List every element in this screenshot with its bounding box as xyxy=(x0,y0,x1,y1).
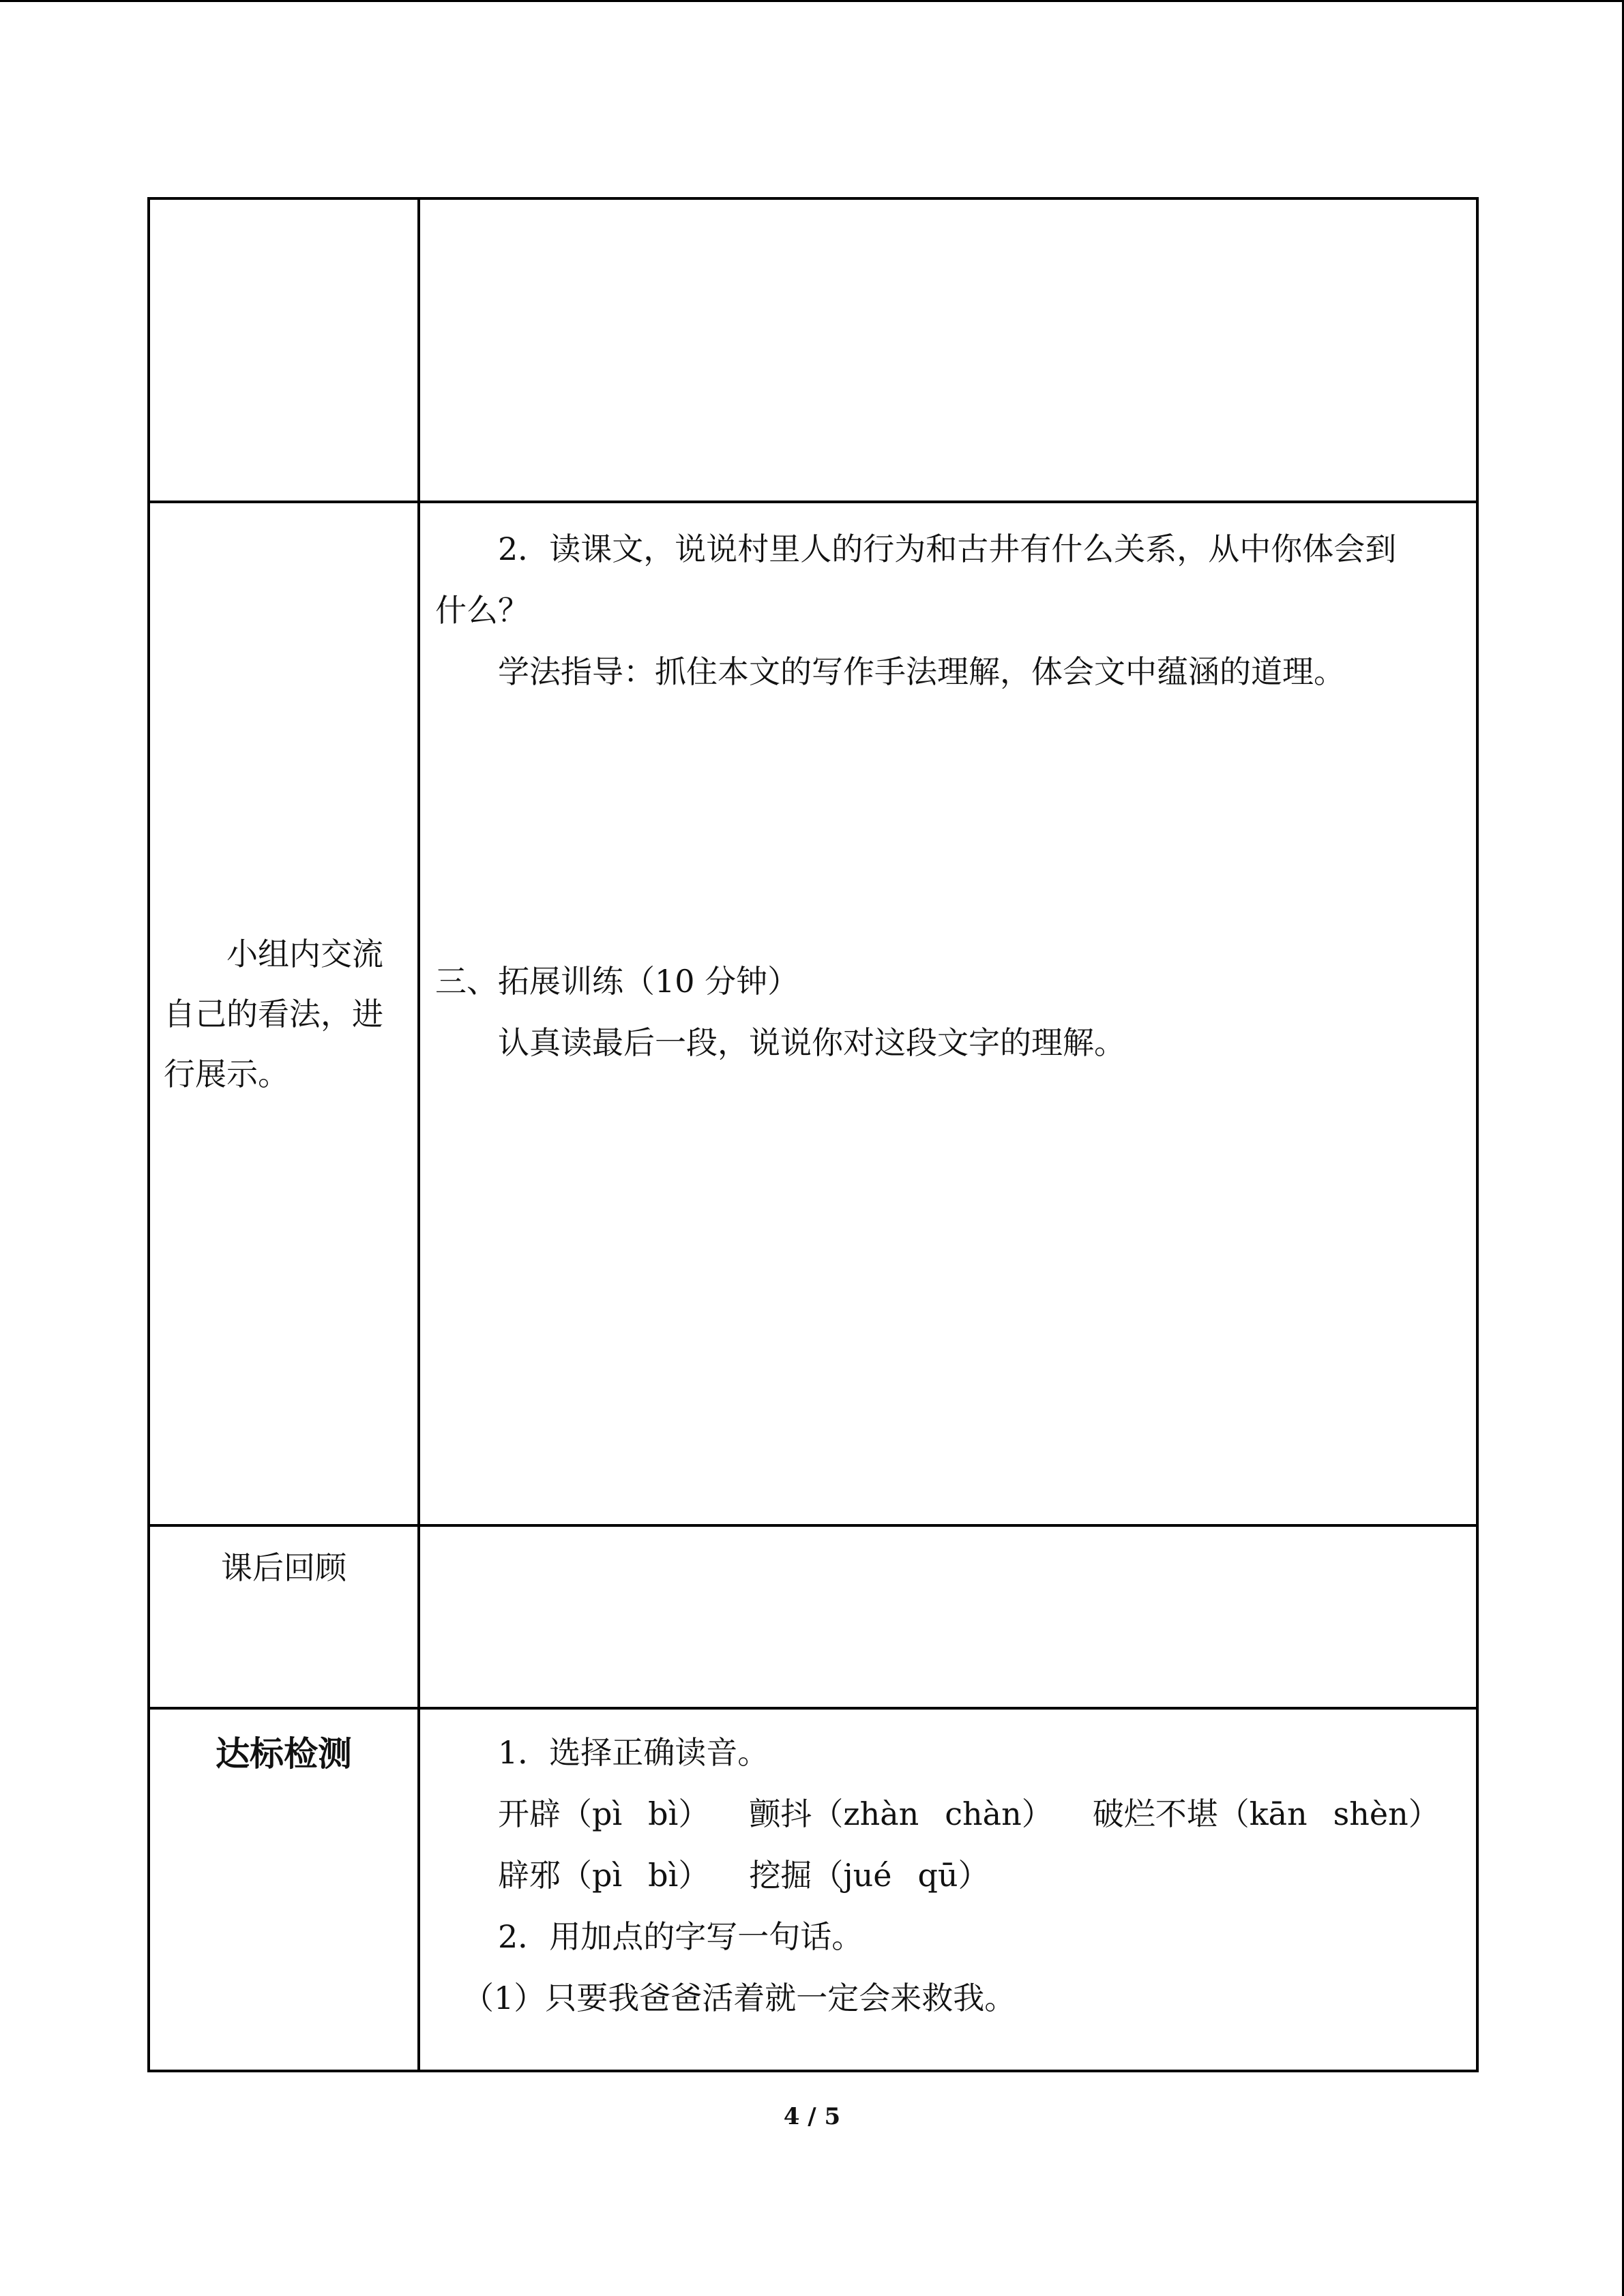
row3-left-cell xyxy=(149,1525,419,1708)
pinyin-item: 破烂不堪（kān shèn） xyxy=(1092,1795,1440,1832)
review-label: 课后回顾 xyxy=(221,1549,346,1586)
row2-left-cell xyxy=(149,502,419,1525)
left-line-1: 小组内交流 xyxy=(226,935,383,972)
section-3-title: 三、拓展训练（10 分钟） xyxy=(435,963,799,1000)
row4-left-cell xyxy=(149,1708,419,2071)
pinyin-line-1 xyxy=(435,1783,1449,1845)
study-method-guide: 学法指导：抓住本文的写作手法理解，体会文中蕴涵的道理。 xyxy=(498,653,1345,690)
assessment-question-2: 2．用加点的字写一句话。 xyxy=(498,1918,863,1955)
table-row-group-discussion xyxy=(149,502,1477,1525)
assessment-label: 达标检测 xyxy=(216,1734,352,1774)
section-3-task: 认真读最后一段，说说你对这段文字的理解。 xyxy=(498,1024,1125,1061)
pinyin-item: 开辟（pì bì） xyxy=(498,1795,710,1832)
row1-left-cell xyxy=(149,198,419,502)
pinyin-item: 颤抖（zhàn chàn） xyxy=(749,1795,1053,1832)
table-row-empty xyxy=(149,198,1477,502)
row3-right-cell xyxy=(419,1525,1477,1708)
left-line-2: 自己的看法，进 xyxy=(164,995,383,1032)
assessment-question-1: 1．选择正确读音。 xyxy=(498,1734,769,1771)
row2-right-cell xyxy=(419,502,1477,1525)
left-line-3: 行展示。 xyxy=(164,1055,289,1092)
lesson-table xyxy=(147,197,1479,2072)
table-row-assessment xyxy=(149,1708,1477,2071)
assessment-question-2-1: （1）只要我爸爸活着就一定会来救我。 xyxy=(462,1980,1016,2016)
question-2-line-2: 什么？ xyxy=(435,592,529,629)
row4-right-cell xyxy=(419,1708,1477,2071)
page-number: 4 / 5 xyxy=(783,2103,841,2130)
pinyin-item: 挖掘（jué qū） xyxy=(749,1857,990,1894)
group-discussion-text xyxy=(150,924,417,1104)
row1-right-cell xyxy=(419,198,1477,502)
table-row-review xyxy=(149,1525,1477,1708)
pinyin-line-2 xyxy=(435,1845,1449,1906)
pinyin-item: 辟邪（pì bì） xyxy=(498,1857,710,1894)
question-2-line-1: 2．读课文，说说村里人的行为和古井有什么关系，从中你体会到 xyxy=(498,531,1397,567)
